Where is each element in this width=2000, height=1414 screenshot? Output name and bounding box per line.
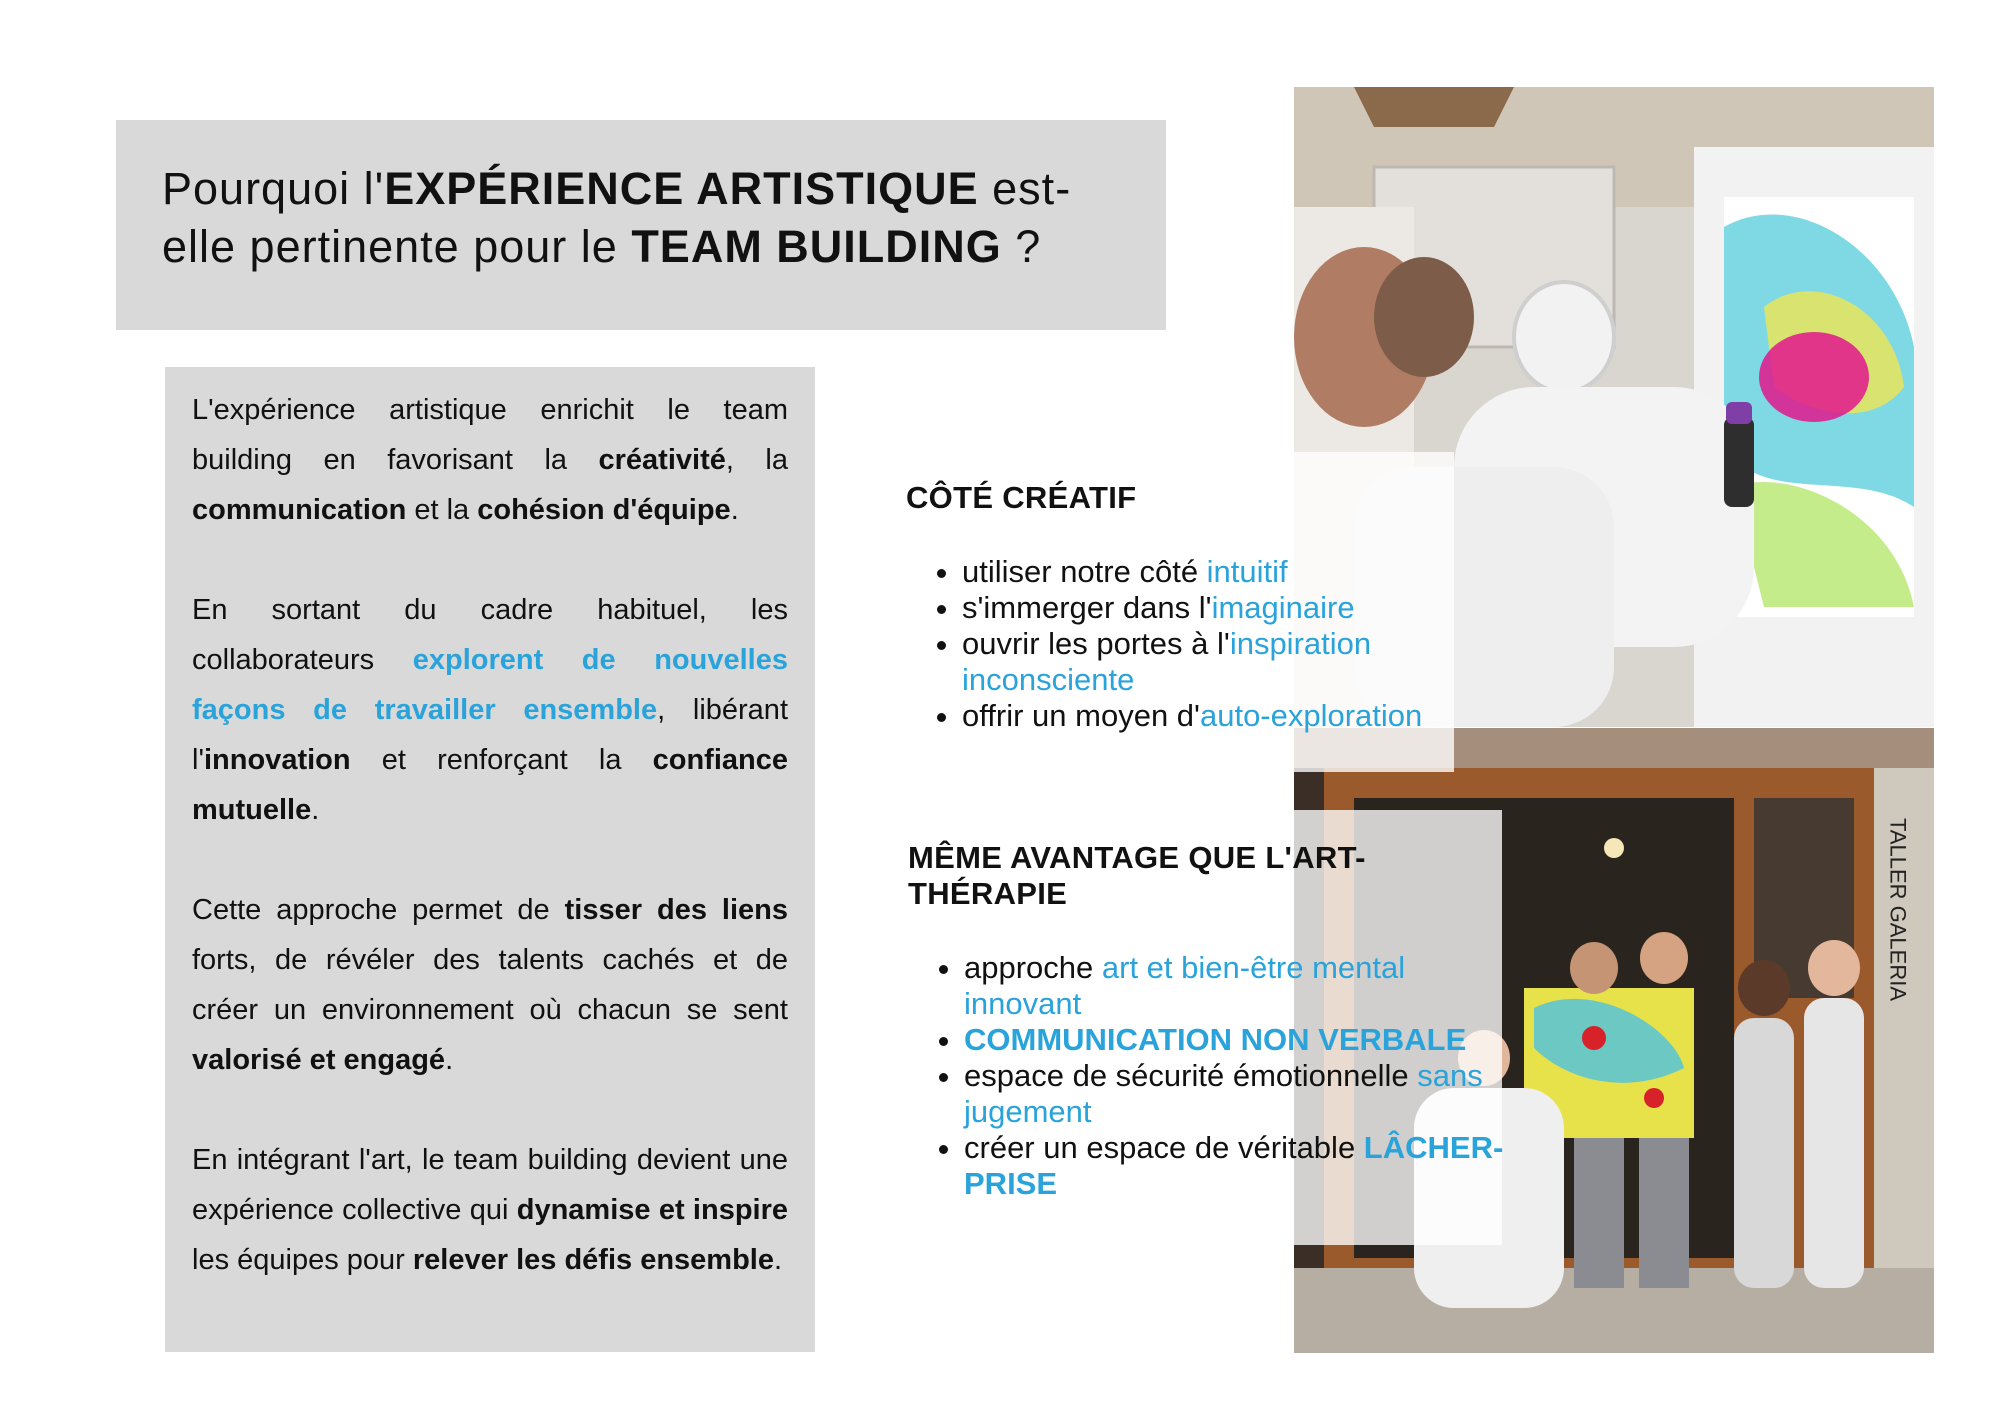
text: .	[445, 1044, 454, 1076]
creative-list	[906, 554, 1466, 734]
bold-text: relever les défis ensemble	[412, 1244, 774, 1276]
section-art-therapy	[908, 840, 1508, 1202]
list-item-highlight: sans jugement	[964, 1058, 1483, 1129]
text: et renforçant la	[350, 744, 653, 776]
list-item	[964, 1130, 1508, 1202]
intro-paragraph-3	[192, 885, 788, 1085]
text: .	[730, 494, 739, 526]
page-title	[162, 160, 1122, 276]
list-item-highlight: intuitif	[1206, 554, 1288, 589]
list-item	[962, 626, 1466, 698]
bold-text: valorisé et engagé	[192, 1044, 446, 1076]
list-item-highlight: LÂCHER-PRISE	[964, 1130, 1504, 1201]
text: forts, de révéler des talents cachés et de créer un environnement où chacun se sent	[192, 944, 788, 1026]
text: Cette approche permet de	[192, 894, 565, 926]
list-item-text: offrir un moyen d'	[962, 698, 1200, 733]
list-item	[962, 554, 1466, 590]
section-creative	[906, 480, 1466, 734]
list-item	[962, 590, 1466, 626]
list-item	[964, 950, 1508, 1022]
bold-text: innovation	[203, 744, 351, 776]
bold-text: confiance mutuelle	[192, 744, 788, 826]
list-item-text: espace de sécurité émotionnelle	[964, 1058, 1418, 1093]
title-prefix: Pourquoi l'	[162, 163, 385, 214]
list-item-highlight: art et bien-être mental innovant	[964, 950, 1406, 1021]
title-middle: est-elle pertinente pour le	[162, 163, 1072, 272]
intro-panel	[165, 367, 815, 1352]
list-item-text: ouvrir les portes à l'	[962, 626, 1230, 661]
list-item-text: utiliser notre côté	[962, 554, 1207, 589]
text: En intégrant l'art, le team building devient une expérience collective qui	[192, 1144, 788, 1226]
bold-text: créativité	[598, 444, 726, 476]
intro-paragraph-2	[192, 585, 788, 835]
text: , la	[725, 444, 788, 476]
gallery-sign-text: TALLER GALERIA	[1885, 818, 1911, 1001]
list-item-text: s'immerger dans l'	[962, 590, 1212, 625]
text: .	[773, 1244, 783, 1276]
text: L'expérience artistique enrichit le team building en favorisant la	[192, 394, 788, 476]
list-item-text: créer un espace de véritable	[964, 1130, 1364, 1165]
bold-text: communication	[192, 494, 407, 526]
text: les équipes pour	[192, 1244, 413, 1276]
therapy-list	[908, 950, 1508, 1202]
list-item	[964, 1022, 1508, 1058]
bold-text: dynamise et inspire	[516, 1194, 789, 1226]
intro-paragraph-4	[192, 1135, 788, 1285]
text: et la	[406, 494, 478, 526]
bold-text: cohésion d'équipe	[477, 494, 731, 526]
list-item	[962, 698, 1466, 734]
bold-text: tisser des liens	[564, 894, 788, 926]
text: En sortant du cadre habituel, les collaborateurs	[192, 594, 788, 676]
text: .	[311, 794, 320, 826]
list-item-highlight: imaginaire	[1211, 590, 1355, 625]
section-creative-heading: CÔTÉ CRÉATIF	[906, 480, 1137, 515]
list-item-highlight: inspiration inconsciente	[962, 626, 1372, 697]
intro-paragraph-1	[192, 385, 788, 535]
title-strong-experience: EXPÉRIENCE ARTISTIQUE	[384, 163, 979, 214]
section-therapy-heading: MÊME AVANTAGE QUE L'ART-THÉRAPIE	[908, 840, 1366, 911]
highlight-text: explorent de nouvelles façons de travailler ensemble	[192, 644, 788, 726]
title-box	[116, 120, 1166, 330]
title-suffix: ?	[1001, 221, 1042, 272]
list-item-highlight: auto-exploration	[1199, 698, 1423, 733]
list-item-highlight: COMMUNICATION NON VERBALE	[964, 1022, 1467, 1057]
list-item-text: approche	[964, 950, 1102, 985]
list-item	[964, 1058, 1508, 1130]
text: , libérant l'	[192, 694, 788, 776]
title-strong-team-building: TEAM BUILDING	[631, 221, 1002, 272]
